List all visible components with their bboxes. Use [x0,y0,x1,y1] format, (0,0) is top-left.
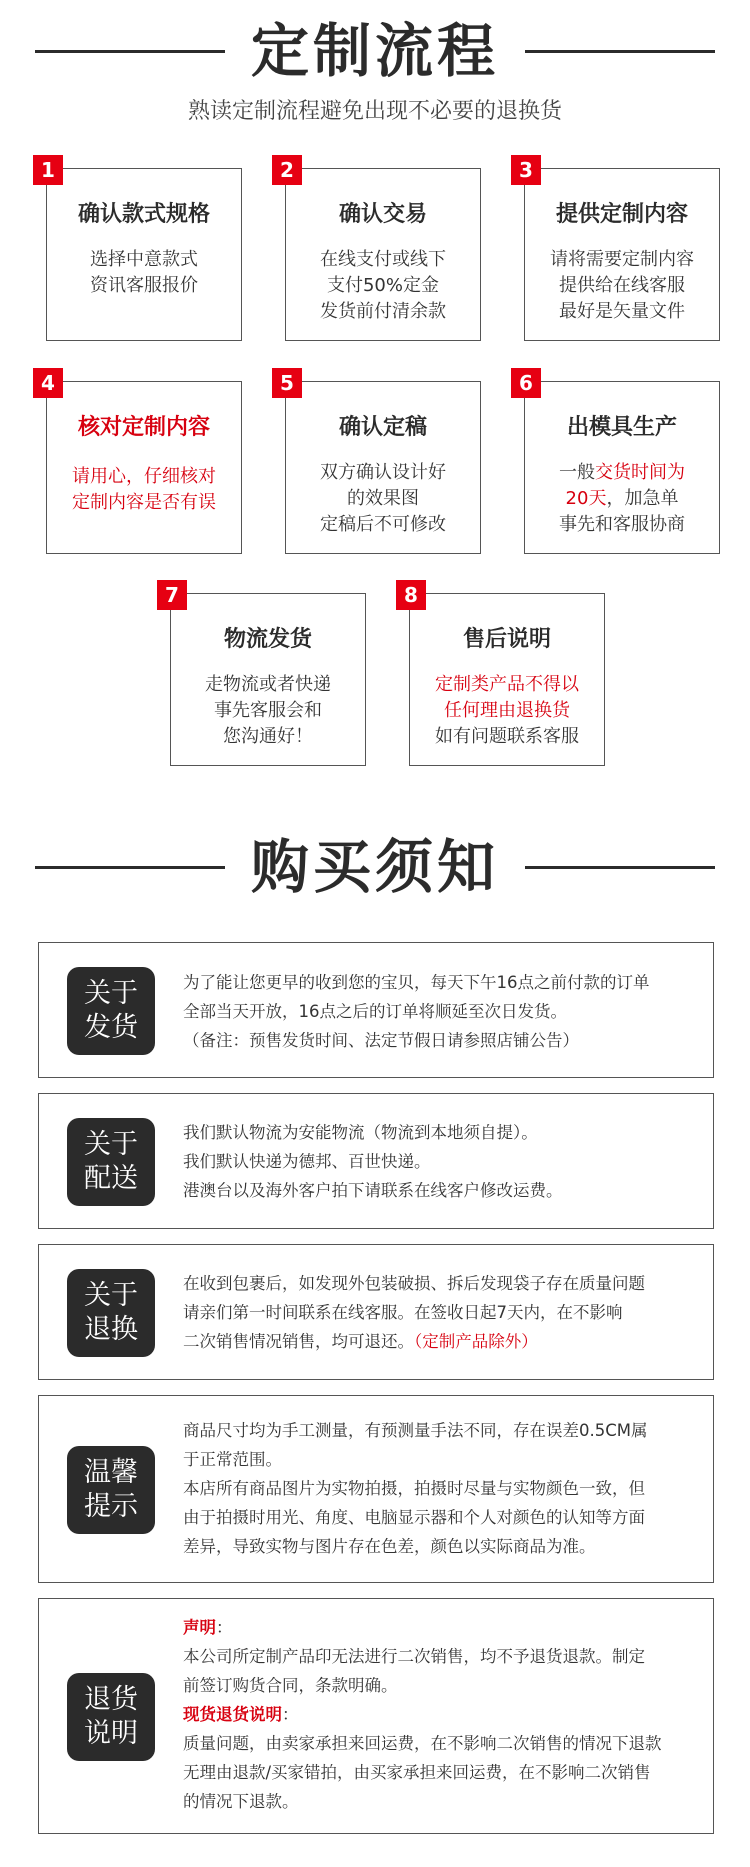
step-title: 核对定制内容 [77,415,210,440]
step-description: 请用心，仔细核对 定制内容是否有误 [72,466,216,513]
refund-badge: 退货 说明 [67,1673,155,1761]
step-title: 确认定稿 [338,415,427,440]
header-line-right [525,50,715,53]
step-number: 8 [396,580,426,610]
step-title: 物流发货 [223,627,312,652]
exchange-badge: 关于 退换 [67,1269,155,1357]
step-number: 7 [157,580,187,610]
process-subtitle: 熟读定制流程避免出现不必要的退换货 [187,99,562,124]
step-card-2 [280,158,481,341]
step-description: 双方确认设计好 的效果图 定稿后不可修改 [320,462,446,535]
step-card-1 [41,158,242,341]
notice-shipping [38,942,714,1078]
step-title: 出模具生产 [566,415,677,440]
tips-badge: 温馨 提示 [67,1446,155,1534]
step-description: 走物流或者快递 事先客服会和 您沟通好！ [205,674,331,747]
step-title: 确认款式规格 [77,202,210,227]
step-description: 选择中意款式 资讯客服报价 [90,249,198,296]
header-line-left [35,866,225,869]
step-description: 一般交货时间为 20天，加急单 事先和客服协商 [559,462,685,535]
refund-heading-statement: 声明 [183,1618,216,1637]
notice-delivery [38,1093,714,1229]
step-card-4 [41,371,242,554]
step-description: 请将需要定制内容 提供给在线客服 最好是矢量文件 [550,249,694,322]
notice-title: 购买须知 [250,833,499,901]
step-number: 6 [511,368,541,398]
step-number: 2 [272,155,302,185]
refund-heading-stock: 现货退货说明 [183,1705,282,1724]
header-line-right [525,866,715,869]
exchange-exception: （定制产品除外） [414,1332,538,1351]
exchange-text: 在收到包裹后，如发现外包装破损、拆后发现袋子存在质量问题 请亲们第一时间联系在线客服。在签收日起7天内，在不影响 二次销售情况销售，均可退还。（定制产品除外） [183,1274,645,1351]
notice-header [0,832,750,902]
shipping-badge: 关于 发货 [67,967,155,1055]
step-description: 定制类产品不得以 任何理由退换货 如有问题联系客服 [435,674,579,747]
step-number: 4 [33,368,63,398]
delivery-text: 我们默认物流为安能物流（物流到本地须自提）。 我们默认快递为德邦、百世快递。 港澳台以及海外客户拍下请联系在线客户修改运费。 [183,1123,563,1200]
tips-text: 商品尺寸均为手工测量，有预测量手法不同，存在误差0.5CM属 于正常范围。 本店所有商品图片为实物拍摄，拍摄时尽量与实物颜色一致，但 由于拍摄时用光、角度、电脑显示器和个人对颜色的认知等方面 差异，导致实物与图片存在色差，颜色以实际商品为准。 [183,1421,648,1556]
step-card-7 [165,583,366,766]
step-number: 1 [33,155,63,185]
step-card-8 [404,583,605,766]
step-title: 售后说明 [462,627,551,652]
step-description: 在线支付或线下 支付50%定金 发货前付清余款 [320,249,446,322]
step-number: 5 [272,368,302,398]
process-header [0,18,750,84]
delivery-badge: 关于 配送 [67,1118,155,1206]
shipping-text: 为了能让您更早的收到您的宝贝，每天下午16点之前付款的订单 全部当天开放，16点之后的订单将顺延至次日发货。 （备注：预售发货时间、法定节假日请参照店铺公告） [183,973,650,1050]
notice-exchange [38,1244,714,1380]
notice-tips [38,1395,714,1583]
step-card-6 [519,371,720,554]
notice-refund [38,1598,714,1834]
step-card-3 [519,158,720,341]
refund-text: 声明： 本公司所定制产品印无法进行二次销售，均不予退货退款。制定 前签订购货合同，条款明确。 现货退货说明： 质量问题，由卖家承担来回运费，在不影响二次销售的情况下退款 无理由退款/买家错拍，由买家承担来回运费，在不影响二次销售 的情况下退款。 [183,1618,662,1811]
step-title: 确认交易 [338,202,427,227]
process-title: 定制流程 [250,17,499,85]
header-line-left [35,50,225,53]
step-card-5 [280,371,481,554]
step-number: 3 [511,155,541,185]
step-title: 提供定制内容 [555,202,688,227]
